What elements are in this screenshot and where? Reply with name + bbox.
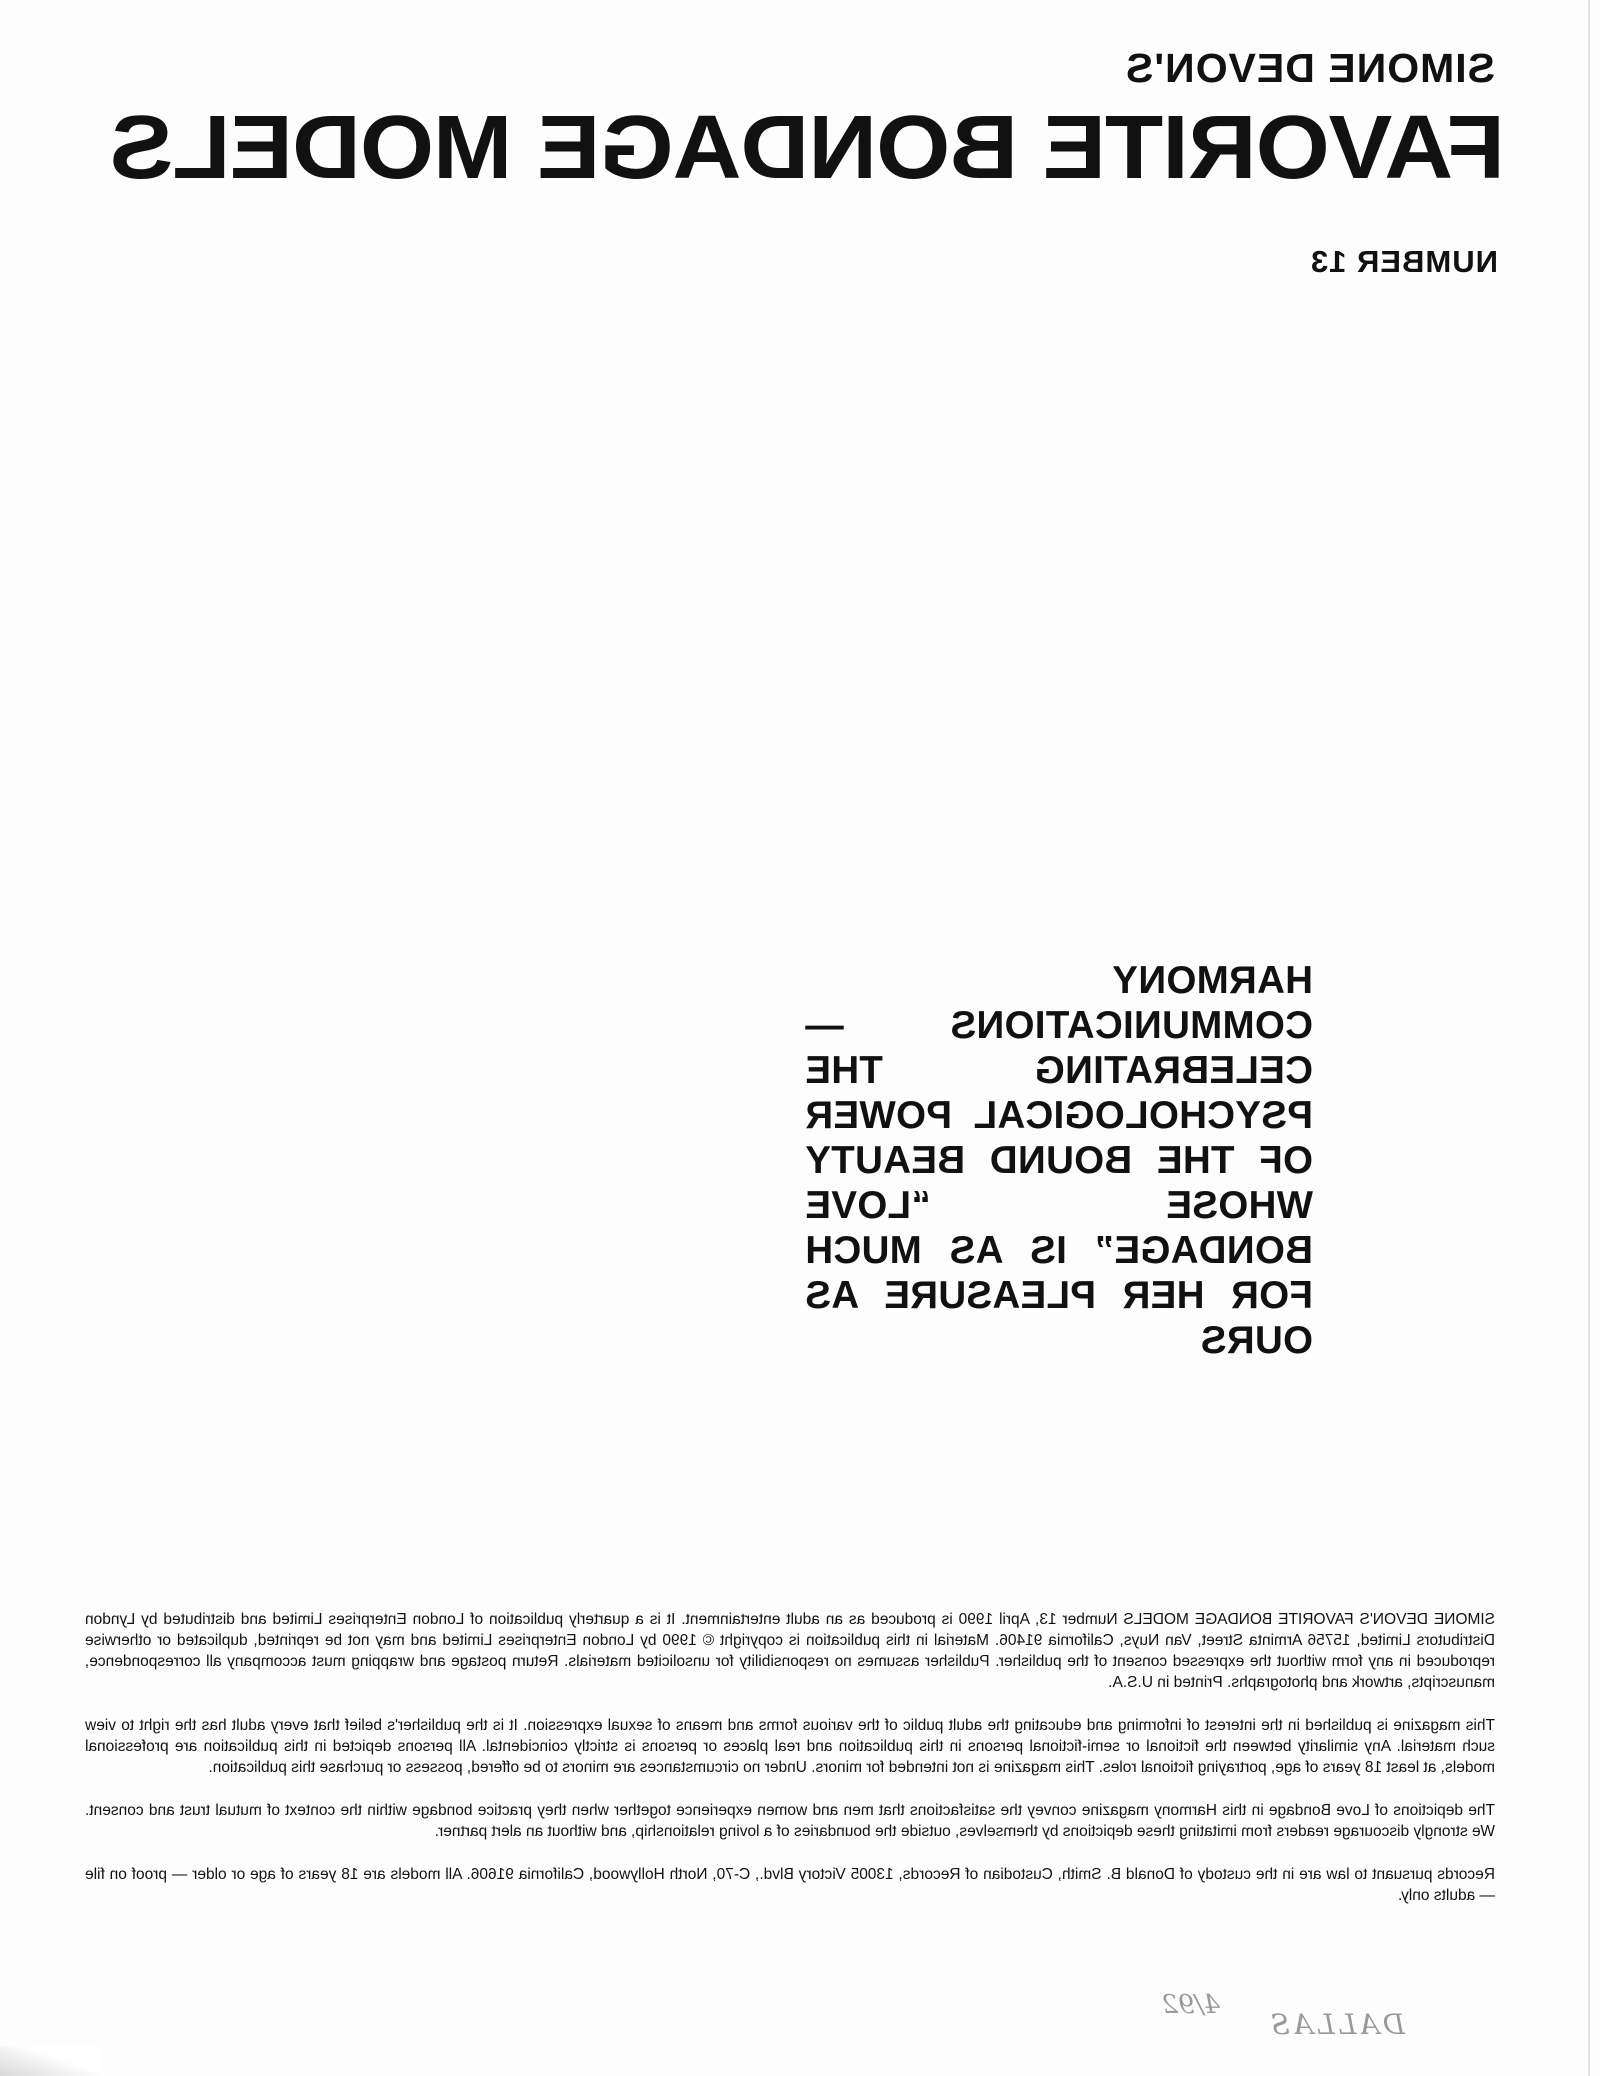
handwritten-date: 4/92 <box>1161 1990 1220 2020</box>
tagline: HARMONY COMMUNICATIONS — CELEBRATING THE PSYCHOLOGICAL POWER OF THE BOUND BEAUTY WHOSE “LOVE BONDAGE” IS AS MUCH FOR HER PLEASURE AS OURS <box>805 959 1313 1362</box>
legal-paragraph-bondage-disclaimer: The depictions of Love Bondage in this Harmony magazine convey the satisfactions that men and women experience together when they practice bondage within the context of mutual trust and consent. We strongly discourage readers from imitating these depictions by themselves, outside the boundaries of a loving relationship, and without an alert partner. <box>85 1802 1495 1840</box>
masthead-publisher-line: SIMONE DEVON'S <box>1124 45 1495 91</box>
legal-notice <box>85 1609 1495 1928</box>
issue-number: NUMBER 13 <box>1309 244 1498 279</box>
page-corner-curl <box>0 2046 100 2076</box>
page-edge-shadow <box>1588 0 1590 2076</box>
legal-paragraph-records: Records pursuant to law are in the custody of Donald B. Smith, Custodian of Records, 13005 Victory Blvd., C-70, North Hollywood, California 91606. All models are 18 years of age or older — proof on file — adults only. <box>85 1866 1495 1904</box>
legal-paragraph-publication: SIMONE DEVON'S FAVORITE BONDAGE MODELS Number 13, April 1990 is produced as an adult entertainment. It is a quarterly publication of London Enterprises Limited and distributed by Lyndon Distributors Limited, 15756 Arminta Street, Van Nuys, California 91406. Material in this publication is copyright © 1990 by London Enterprises Limited and may not be reprinted, duplicated or otherwise reproduced in any form without the expressed consent of the publisher. Publisher assumes no responsibility for unsolicited materials. Return postage and wrapping must accompany all correspondence, manuscripts, artwork and photographs. Printed in U.S.A. <box>85 1611 1495 1691</box>
masthead-title: FAVORITE BONDAGE MODELS <box>110 98 1505 198</box>
legal-paragraph-purpose: This magazine is published in the interest of informing and educating the adult public of the various forms and means of sexual expression. It is the publisher's belief that every adult has the right to view such material. Any similarity between the fictional or semi-fictional persons in this publication and real places or persons is strictly coincidental. All persons depicted in this publication are professional models, at least 18 years of age, portraying fictional roles. This magazine is not intended for minors. Under no circumstances are minors to be offered, possess or purchase this publication. <box>85 1717 1495 1776</box>
handwritten-signature: DALLAS <box>1267 2008 1405 2041</box>
